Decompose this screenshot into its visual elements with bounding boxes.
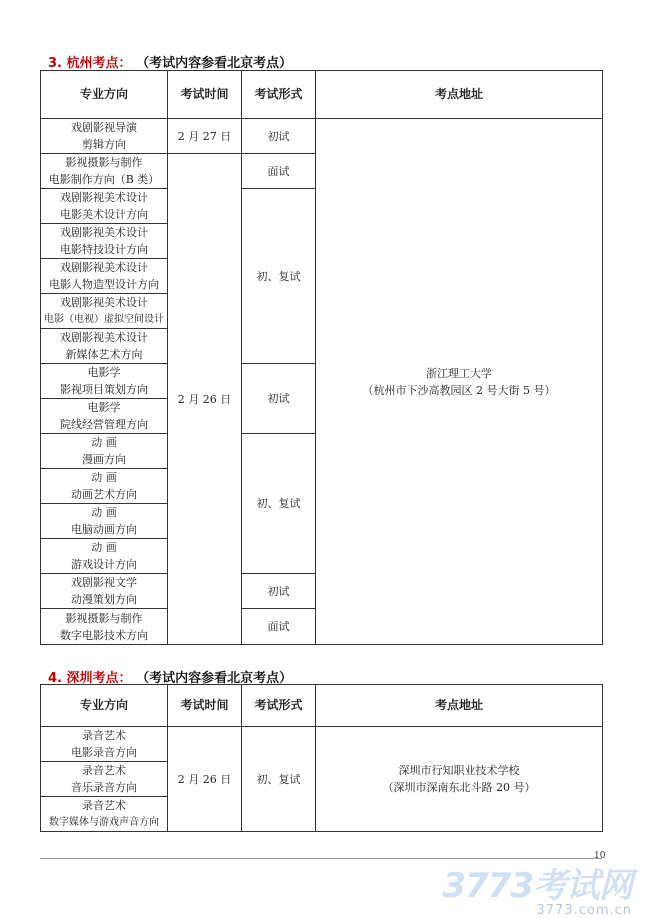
- watermark-logo: [442, 858, 632, 918]
- address-cell: [316, 119, 603, 645]
- shenzhen-table: [40, 684, 603, 832]
- section-place: 杭州考点：: [66, 56, 132, 71]
- header-address: 考点地址: [316, 685, 603, 727]
- form-cell: 初试: [242, 364, 316, 434]
- major-cell: 电影学 影视项目策划方向: [41, 364, 168, 399]
- table-row: [41, 727, 603, 762]
- major-cell: 戏剧影视文学 动漫策划方向: [41, 574, 168, 609]
- header-major: 专业方向: [41, 685, 168, 727]
- header-time: 考试时间: [168, 685, 242, 727]
- page-number: 10: [594, 851, 606, 861]
- major-cell: 戏剧影视美术设计 电影美术设计方向: [41, 189, 168, 224]
- hangzhou-table: [40, 70, 603, 645]
- watermark-url: 3773.com.cn: [536, 903, 632, 918]
- major-cell: 影视摄影与制作 电影制作方向（B 类）: [41, 154, 168, 189]
- major-cell: 戏剧影视美术设计 电影（电视）虚拟空间设计: [41, 294, 168, 329]
- major-cell: 动 画 游戏设计方向: [41, 539, 168, 574]
- section-place: 深圳考点：: [66, 671, 132, 686]
- time-cell: 2 月 27 日: [168, 119, 242, 154]
- table-header-row: [41, 685, 603, 727]
- form-cell: 初试: [242, 119, 316, 154]
- header-major: 专业方向: [41, 71, 168, 119]
- address-name: 深圳市行知职业技术学校: [398, 764, 520, 777]
- major-cell: 动 画 电脑动画方向: [41, 504, 168, 539]
- header-form: 考试形式: [242, 71, 316, 119]
- address-cell: [316, 727, 603, 832]
- form-cell: 面试: [242, 154, 316, 189]
- address-detail: （深圳市深南东北斗路 20 号）: [382, 781, 536, 794]
- header-time: 考试时间: [168, 71, 242, 119]
- form-cell: 初、复试: [242, 189, 316, 364]
- time-cell: 2 月 26 日: [168, 727, 242, 832]
- major-cell: 电影学 院线经营管理方向: [41, 399, 168, 434]
- major-cell: 录音艺术 音乐录音方向: [41, 762, 168, 797]
- major-cell: 戏剧影视导演 剪辑方向: [41, 119, 168, 154]
- header-address: 考点地址: [316, 71, 603, 119]
- form-cell: 面试: [242, 609, 316, 645]
- form-cell: 初、复试: [242, 727, 316, 832]
- section-title-hangzhou: [48, 52, 292, 71]
- time-cell: 2 月 26 日: [168, 154, 242, 645]
- watermark-main: 3773考试网: [442, 866, 632, 906]
- table-row: [41, 119, 603, 154]
- major-cell: 动 画 动画艺术方向: [41, 469, 168, 504]
- form-cell: 初试: [242, 574, 316, 609]
- form-cell: 初、复试: [242, 434, 316, 574]
- table-header-row: [41, 71, 603, 119]
- section-note: （考试内容参看北京考点）: [136, 56, 293, 71]
- major-cell: 录音艺术 电影录音方向: [41, 727, 168, 762]
- major-cell: 戏剧影视美术设计 电影人物造型设计方向: [41, 259, 168, 294]
- address-detail: （杭州市下沙高教园区 2 号大街 5 号）: [362, 383, 556, 397]
- major-cell: 动 画 漫画方向: [41, 434, 168, 469]
- address-name: 浙江理工大学: [426, 366, 492, 380]
- section-note: （考试内容参看北京考点）: [136, 671, 293, 686]
- major-cell: 录音艺术 数字媒体与游戏声音方向: [41, 797, 168, 832]
- section-number: 3.: [48, 56, 62, 71]
- major-cell: 戏剧影视美术设计 电影特技设计方向: [41, 224, 168, 259]
- header-form: 考试形式: [242, 685, 316, 727]
- major-cell: 戏剧影视美术设计 新媒体艺术方向: [41, 329, 168, 364]
- major-cell: 影视摄影与制作 数字电影技术方向: [41, 609, 168, 645]
- section-number: 4.: [48, 671, 62, 686]
